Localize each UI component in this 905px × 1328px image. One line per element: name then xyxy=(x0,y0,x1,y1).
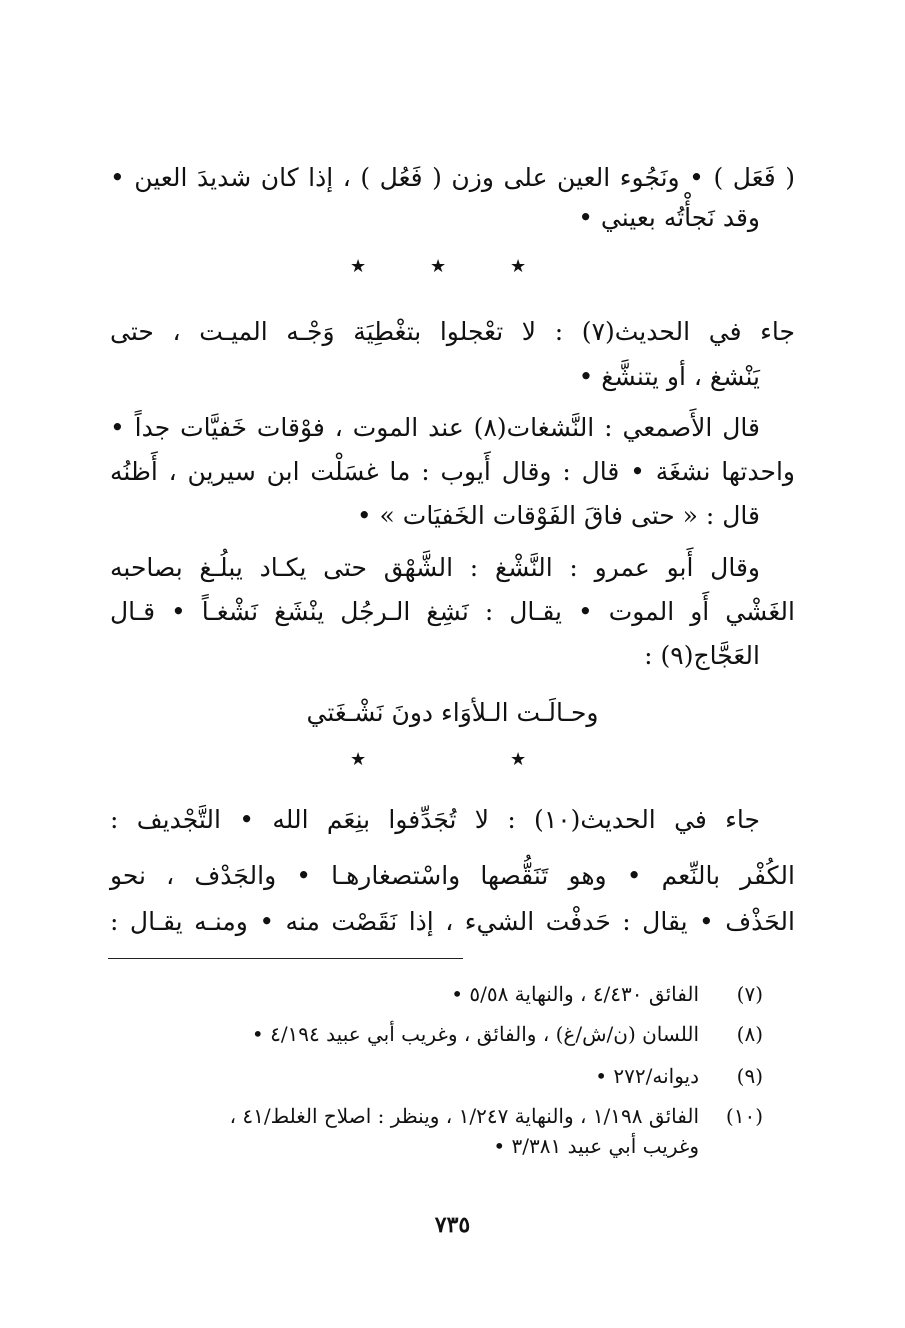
text-line: العَجَّاج(٩) : xyxy=(644,641,760,670)
footnote-text: وغريب أبي عبيد ٣/٣٨١ • xyxy=(493,1134,699,1158)
text-line: جاء في الحديث(٧) : لا تعْجلوا بتغْطِيَة وَجْـه الميـت ، حتى xyxy=(110,317,796,346)
footnote-number: (٨) xyxy=(736,1022,763,1046)
star-icon: ★ xyxy=(430,256,447,277)
footnote xyxy=(120,978,763,1012)
text-line: الكُفْر بالنِّعم • وهو تَنَقُّصها واسْتصغارهـا • والجَدْف ، نحو xyxy=(110,861,795,890)
footnote-text: ديوانه/٢٧٢ • xyxy=(595,1064,699,1088)
star-icon: ★ xyxy=(350,256,367,277)
footnote-text: اللسان (ن/ش/غ) ، والفائق ، وغريب أبي عبيد ٤/١٩٤ • xyxy=(251,1022,699,1046)
footnote xyxy=(120,1060,763,1094)
footnote xyxy=(120,1100,763,1164)
text-line: الغَشْي أَو الموت • يقـال : نَشِغ الـرجُل ينْشَغ نَشْغـاً • قـال xyxy=(110,597,795,626)
footnote-divider xyxy=(108,958,463,959)
text-line: الحَذْف • يقال : حَدفْت الشيء ، إذا نَقَصْت منه • ومنـه يقـال : xyxy=(110,907,795,936)
text-line: قال الأَصمعي : النَّشغات(٨) عند الموت ، فوْقات خَفيَّات جداً • xyxy=(110,413,760,442)
footnote-text: الفائق ١/١٩٨ ، والنهاية ١/٢٤٧ ، وينظر : اصلاح الغلط/٤١ ، xyxy=(229,1104,699,1128)
text-line: يَنْشغ ، أو يتنشَّغ • xyxy=(578,362,760,391)
text-line: واحدتها نشغَة • قال : وقال أَيوب : ما غسَلْت ابن سيرين ، أَظنُه xyxy=(110,457,795,486)
poem-verse: وحـالَـت الـلأوَاء دونَ نَشْـغَتي xyxy=(306,698,599,727)
star-icon: ★ xyxy=(350,749,367,770)
footnote-number: (٧) xyxy=(736,982,763,1006)
page-number: ٧٣٥ xyxy=(434,1212,471,1238)
footnote-number: (٩) xyxy=(736,1064,763,1088)
text-line: جاء في الحديث(١٠) : لا تُجَدِّفوا بنِعَم الله • التَّجْديف : xyxy=(110,805,761,834)
text-line: ( فَعَل ) • ونَجُوء العين على وزن ( فَعُل ) ، إذا كان شديدَ العين • xyxy=(110,163,795,192)
text-line: وقد نَجأْتُه بعيني • xyxy=(578,203,760,232)
star-icon: ★ xyxy=(510,256,527,277)
text-line: وقال أَبو عمرو : النَّشْغ : الشَّهْق حتى يكـاد يبلُـغ بصاحبه xyxy=(110,553,760,582)
footnote xyxy=(120,1018,763,1052)
star-icon: ★ xyxy=(510,749,527,770)
text-line: قال : « حتى فاقَ الفَوْقات الخَفيَات » • xyxy=(356,501,760,530)
footnote-text: الفائق ٤/٤٣٠ ، والنهاية ٥/٥٨ • xyxy=(451,982,699,1006)
footnote-number: (١٠) xyxy=(725,1104,763,1128)
